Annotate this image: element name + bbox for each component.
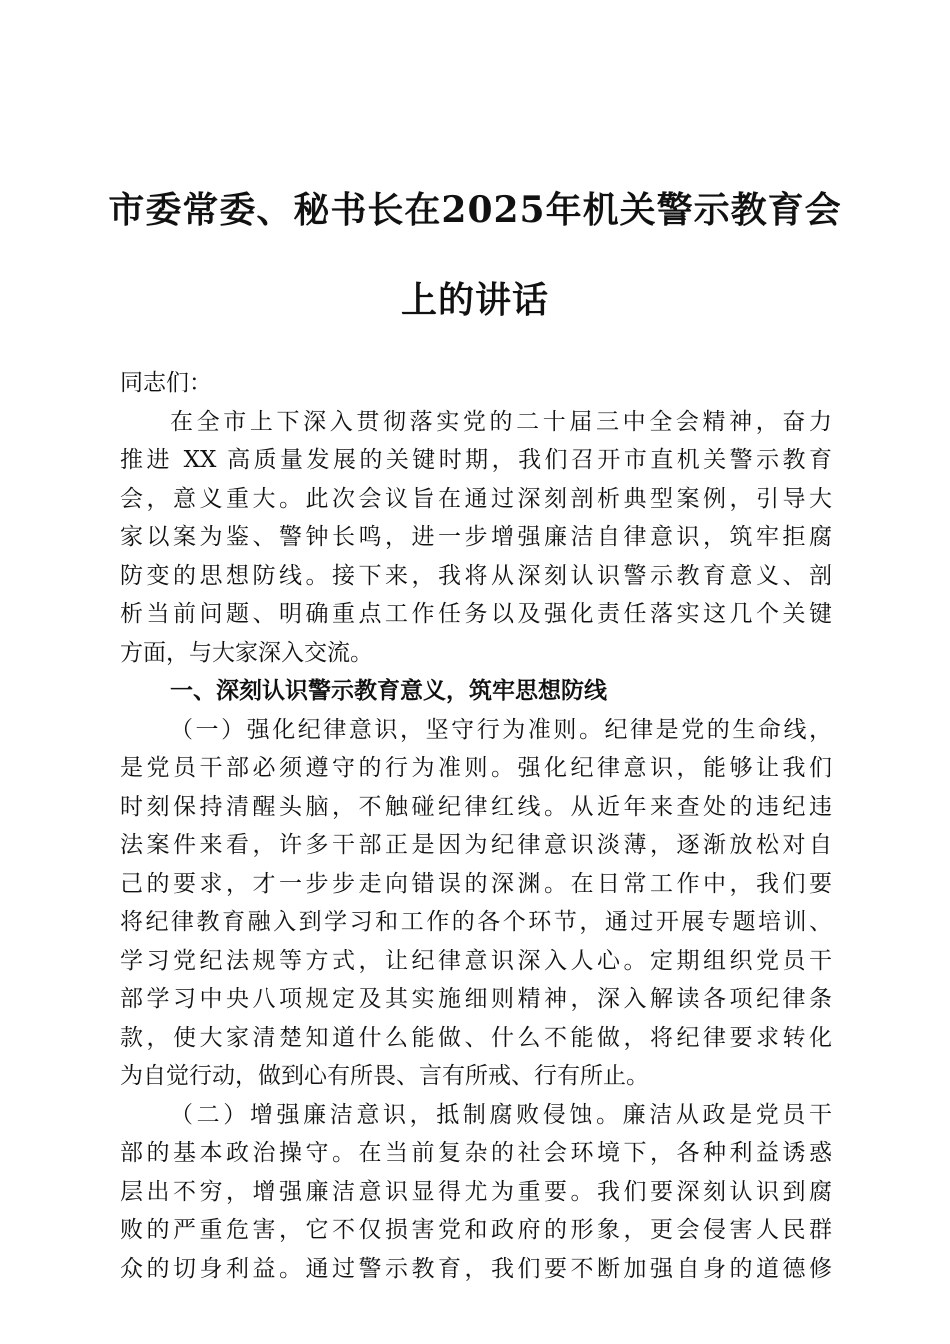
paragraph-line: （一）强化纪律意识，坚守行为准则。纪律是党的生命线， [170, 716, 832, 743]
paragraph-line: 为自觉行动，做到心有所畏、言有所戒、行有所止。 [120, 1063, 649, 1089]
document-body [120, 364, 832, 1288]
title-line-1: 市委常委、秘书长在2025年机关警示教育会 [108, 189, 842, 231]
paragraph-line: 部的基本政治操守。在当前复杂的社会环境下，各种利益诱惑 [120, 1140, 832, 1166]
paragraph-line: 己的要求，才一步步走向错误的深渊。在日常工作中，我们要 [120, 870, 832, 897]
paragraph-line: 法案件来看，许多干部正是因为纪律意识淡薄，逐渐放松对自 [120, 832, 832, 858]
paragraph-line: 析当前问题、明确重点工作任务以及强化责任落实这几个关键 [120, 601, 832, 627]
paragraph-line: 推进 XX 高质量发展的关键时期，我们召开市直机关警示教育 [120, 447, 832, 473]
paragraph-line: 家以案为鉴、警钟长鸣，进一步增强廉洁自律意识，筑牢拒腐 [120, 524, 832, 550]
section-heading: 一、深刻认识警示教育意义，筑牢思想防线 [170, 677, 607, 704]
paragraph-line: 层出不穷，增强廉洁意识显得尤为重要。我们要深刻认识到腐 [120, 1178, 832, 1205]
document-title [100, 165, 850, 345]
paragraph-line: 败的严重危害，它不仅损害党和政府的形象，更会侵害人民群 [120, 1217, 832, 1243]
paragraph-line: 款，使大家清楚知道什么能做、什么不能做，将纪律要求转化 [120, 1024, 832, 1051]
paragraph-line: 是党员干部必须遵守的行为准则。强化纪律意识，能够让我们 [120, 755, 832, 781]
paragraph-line: 将纪律教育融入到学习和工作的各个环节，通过开展专题培训、 [120, 909, 832, 935]
paragraph-line: 时刻保持清醒头脑，不触碰纪律红线。从近年来查处的违纪违 [120, 793, 832, 820]
paragraph-line: （二）增强廉洁意识，抵制腐败侵蚀。廉洁从政是党员干 [170, 1101, 832, 1128]
paragraph-line: 方面，与大家深入交流。 [120, 639, 373, 666]
title-line-2: 上的讲话 [400, 279, 549, 321]
paragraph-line: 会，意义重大。此次会议旨在通过深刻剖析典型案例，引导大 [120, 485, 832, 512]
paragraph-line: 在全市上下深入贯彻落实党的二十届三中全会精神，奋力 [170, 408, 832, 435]
paragraph-line: 学习党纪法规等方式，让纪律意识深入人心。定期组织党员干 [120, 947, 832, 974]
paragraph-line: 众的切身利益。通过警示教育，我们要不断加强自身的道德修 [120, 1255, 832, 1282]
paragraph-line: 部学习中央八项规定及其实施细则精神，深入解读各项纪律条 [120, 986, 832, 1012]
paragraph-line: 防变的思想防线。接下来，我将从深刻认识警示教育意义、剖 [120, 562, 832, 589]
salutation: 同志们： [120, 370, 212, 396]
